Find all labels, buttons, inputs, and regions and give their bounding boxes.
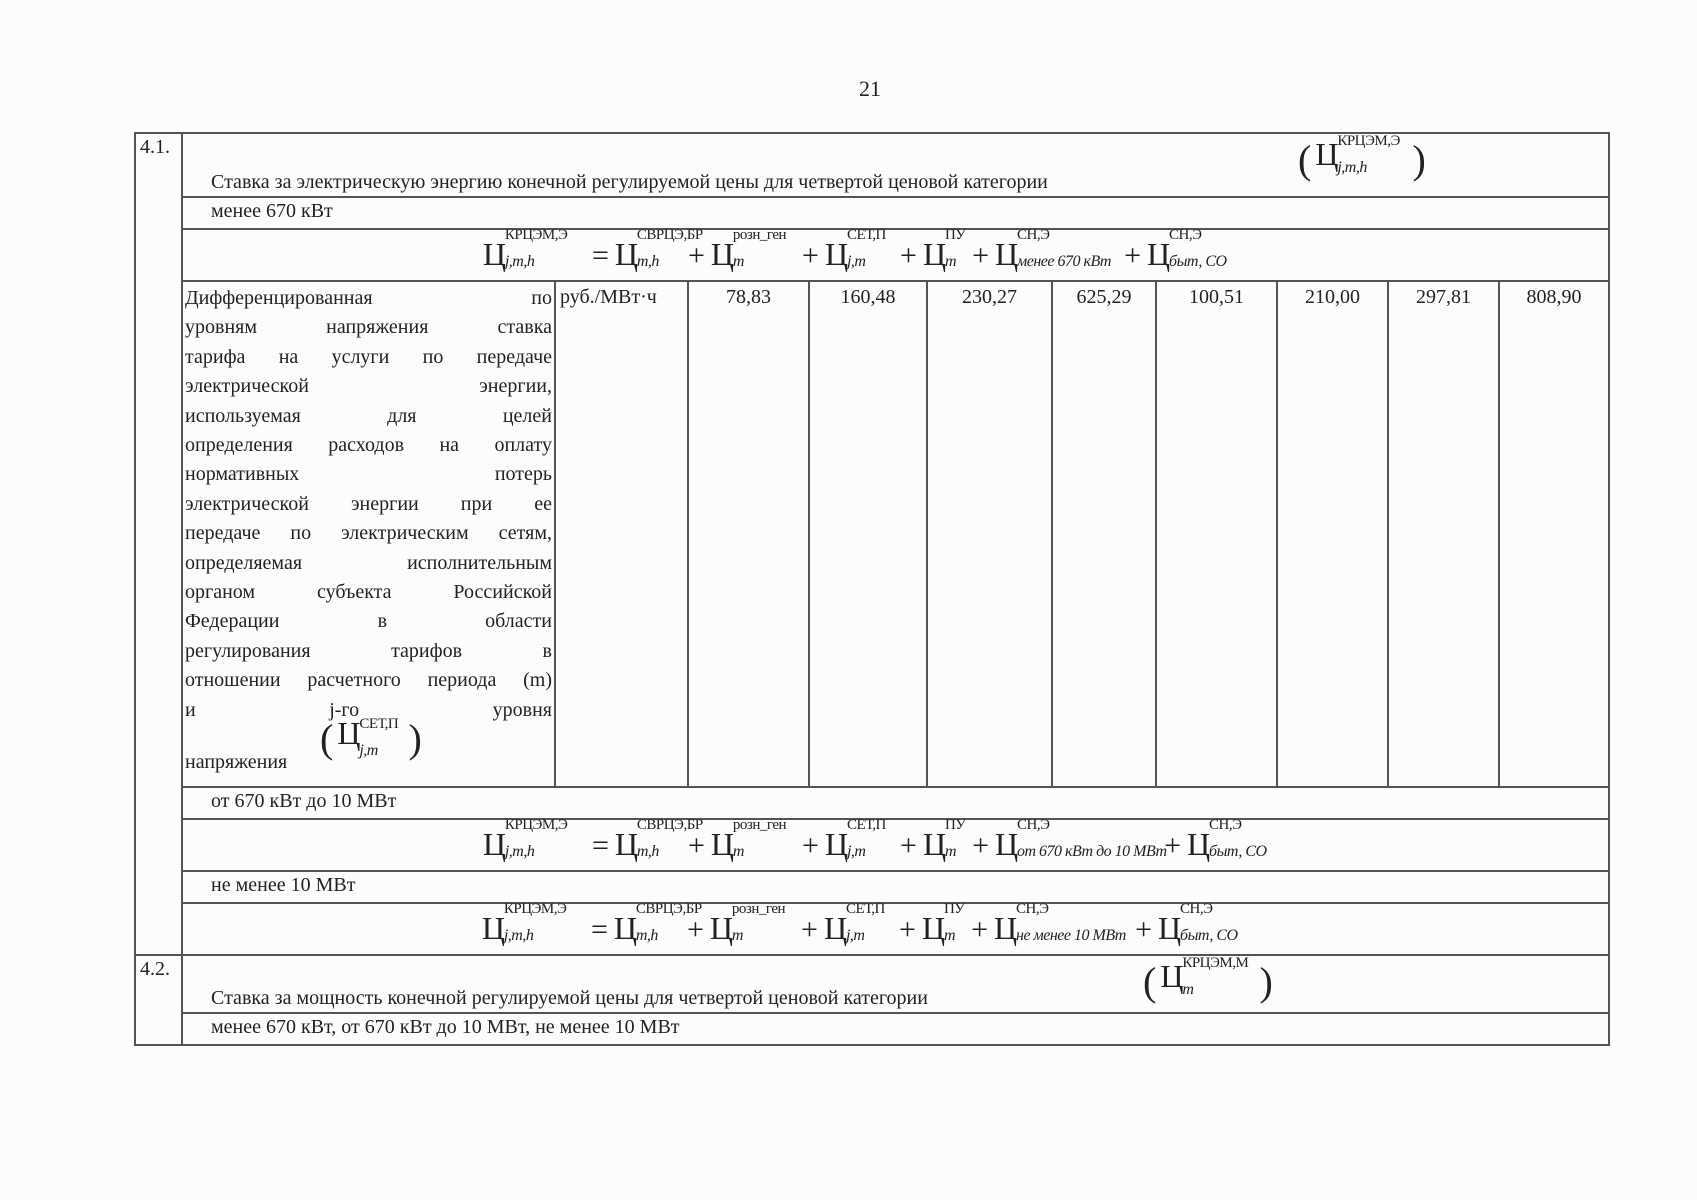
formula-term: Ц СН,Э быт, СО xyxy=(1147,227,1227,272)
value-cell: 100,51 xyxy=(1156,282,1277,786)
subsection-label: не менее 10 МВт xyxy=(182,871,1609,903)
value-cell: 210,00 xyxy=(1277,282,1388,786)
formula-term: Ц СН,Э не менее 10 МВт xyxy=(994,901,1126,946)
section-number: 4.1. xyxy=(135,133,182,955)
formula-term: Ц СЕТ,П j,m xyxy=(824,817,886,862)
description-symbol: ( Ц СЕТ,П j,m ) xyxy=(320,715,422,762)
title-symbol: ( Ц КРЦЭМ,Э j,m,h ) xyxy=(1298,133,1426,182)
formula: Ц КРЦЭМ,Э j,m,h = Ц СВРЦЭ,БР m,h + Ц розн_ген m + Ц СЕТ,П j,m + Ц ПУ m + Ц СН,Э не менее 10 МВт + Ц СН,Э быт, СО xyxy=(478,904,1243,954)
description-line: электрической энергии, xyxy=(185,375,552,398)
title-symbol: ( Ц КРЦЭМ,М m ) xyxy=(1143,955,1273,1004)
value-cell: 160,48 xyxy=(809,282,927,786)
description-line: нормативных потерь xyxy=(185,463,552,486)
formula: Ц КРЦЭМ,Э j,m,h = Ц СВРЦЭ,БР m,h + Ц розн_ген m + Ц СЕТ,П j,m + Ц ПУ m + Ц СН,Э менее 670 кВт + Ц СН,Э быт, СО xyxy=(479,230,1232,280)
description-line: и j-го уровня xyxy=(185,698,552,721)
value-cell: 625,29 xyxy=(1052,282,1156,786)
subsection-label: от 670 кВт до 10 МВт xyxy=(182,787,1609,819)
section-4-1-header xyxy=(135,133,1609,197)
description-line: определения расходов на оплату xyxy=(185,434,552,457)
formula-term: Ц КРЦЭМ,Э j,m,h xyxy=(482,817,568,862)
value-cell: 297,81 xyxy=(1388,282,1499,786)
formula-term: Ц СН,Э менее 670 кВт xyxy=(995,227,1111,272)
description-line: передаче по электрическим сетям, xyxy=(185,522,552,545)
value-cell: 808,90 xyxy=(1526,286,1582,308)
description-line: отношении расчетного периода (m) xyxy=(185,669,552,692)
formula-term: Ц СВРЦЭ,БР m,h xyxy=(614,817,703,862)
section-number: 4.2. xyxy=(135,955,182,1045)
page-number: 21 xyxy=(859,76,881,101)
description-line: уровням напряжения ставка xyxy=(185,316,552,339)
formula-term: Ц ПУ m xyxy=(922,227,966,272)
formula-term: Ц розн_ген m xyxy=(710,227,786,272)
formula-term: Ц СЕТ,П j,m xyxy=(823,901,885,946)
description-line: электрической энергии при ее xyxy=(185,492,552,515)
description-line: Дифференцированная по xyxy=(185,287,552,309)
formula-term: Ц розн_ген m xyxy=(710,817,786,862)
description-line: тарифа на услуги по передаче xyxy=(185,345,552,368)
formula-term: Ц СН,Э быт, СО xyxy=(1187,817,1267,862)
section-title: Ставка за мощность конечной регулируемой цены для четвертой ценовой категории xyxy=(211,987,928,1009)
description-line: определяемая исполнительным xyxy=(185,551,552,574)
tariff-table xyxy=(134,132,1610,1046)
formula-term: Ц СН,Э быт, СО xyxy=(1158,901,1238,946)
rate-description: Дифференцированная по уровням напряжения ставка тарифа на услуги по передаче электрической энергии, используемая для целей определения расходов на оплату нормативных потерь электрической энергии при ее передаче по электрическим сетям, определяемая исполнительным органом субъекта Российской Федерации в области регулирования тарифов в отношении расчетного периода (m) и j-го уровня напряжения ( Ц СЕТ,П j,m ) xyxy=(183,282,555,786)
subsection-label: менее 670 кВт, от 670 кВт до 10 МВт, не менее 10 МВт xyxy=(182,1013,1609,1045)
section-title: Ставка за электрическую энергию конечной регулируемой цены для четвертой ценовой категории xyxy=(211,171,1048,193)
section-4-2-header xyxy=(135,955,1609,1013)
description-line: Федерации в области xyxy=(185,610,552,633)
subsection-label: менее 670 кВт xyxy=(182,197,1609,229)
formula-term: Ц КРЦЭМ,Э j,m,h xyxy=(482,227,568,272)
formula-term: Ц КРЦЭМ,Э j,m,h xyxy=(481,901,567,946)
description-line: регулирования тарифов в xyxy=(185,639,552,662)
description-line: органом субъекта Российской xyxy=(185,581,552,604)
data-row xyxy=(135,281,1609,787)
formula-term: Ц СВРЦЭ,БР m,h xyxy=(614,227,703,272)
formula-term: Ц СВРЦЭ,БР m,h xyxy=(613,901,702,946)
value-cell: 78,83 xyxy=(688,282,809,786)
unit-cell: руб./МВт·ч xyxy=(555,282,688,786)
description-line: используемая для целей xyxy=(185,404,552,427)
formula-term: Ц розн_ген m xyxy=(709,901,785,946)
formula: Ц КРЦЭМ,Э j,m,h = Ц СВРЦЭ,БР m,h + Ц розн_ген m + Ц СЕТ,П j,m + Ц ПУ m + Ц СН,Э от 670 кВт до 10 МВт + Ц СН,Э быт, СО xyxy=(479,820,1272,870)
formula-term: Ц СЕТ,П j,m xyxy=(824,227,886,272)
formula-term: Ц ПУ m xyxy=(922,817,966,862)
value-cell: 230,27 xyxy=(927,282,1052,786)
formula-term: Ц ПУ m xyxy=(921,901,965,946)
formula-term: Ц СН,Э от 670 кВт до 10 МВт xyxy=(995,817,1167,862)
